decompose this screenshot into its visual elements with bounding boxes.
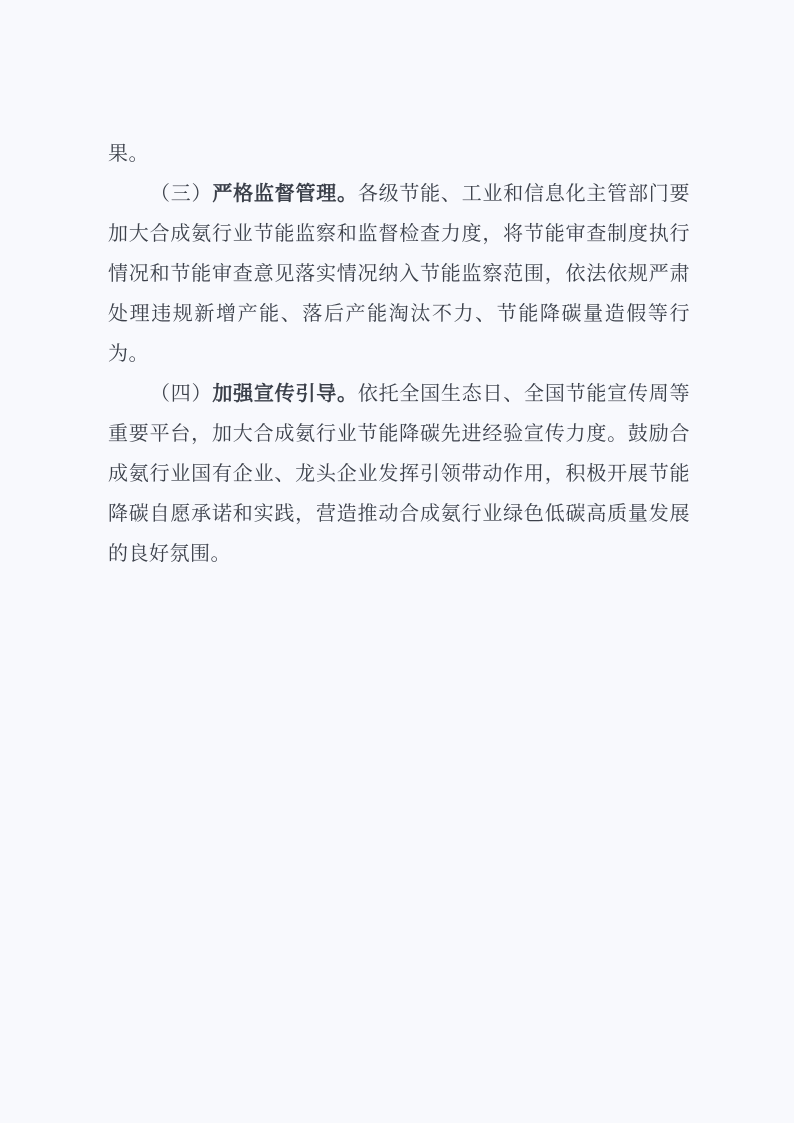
body-text: 依托全国生态日、全国节能宣传周等 bbox=[357, 383, 691, 405]
text-line bbox=[108, 414, 690, 454]
body-text: （三） bbox=[150, 183, 213, 205]
text-line bbox=[108, 294, 690, 334]
body-text: 处理违规新增产能、落后产能淘汰不力、节能降碳量造假等行 bbox=[108, 303, 690, 325]
text-line bbox=[108, 374, 690, 414]
body-text: 情况和节能审查意见落实情况纳入节能监察范围，依法依规严肃 bbox=[108, 263, 690, 285]
text-line bbox=[108, 134, 690, 174]
text-line bbox=[108, 534, 690, 574]
text-line bbox=[108, 494, 690, 534]
body-text: 成氨行业国有企业、龙头企业发挥引领带动作用，积极开展节能 bbox=[108, 463, 690, 485]
body-text: 各级节能、工业和信息化主管部门要 bbox=[357, 183, 691, 205]
document-text bbox=[108, 134, 690, 574]
body-text: 降碳自愿承诺和实践，营造推动合成氨行业绿色低碳高质量发展 bbox=[108, 503, 690, 525]
body-text: 的良好氛围。 bbox=[108, 543, 231, 565]
text-line bbox=[108, 454, 690, 494]
section-heading-text: 加强宣传引导。 bbox=[212, 383, 358, 405]
section-heading-text: 严格监督管理。 bbox=[212, 183, 358, 205]
text-line bbox=[108, 214, 690, 254]
body-text: 重要平台，加大合成氨行业节能降碳先进经验宣传力度。鼓励合 bbox=[108, 423, 690, 445]
body-text: 果。 bbox=[108, 143, 149, 165]
body-text: 为。 bbox=[108, 343, 149, 365]
text-line bbox=[108, 174, 690, 214]
text-line bbox=[108, 254, 690, 294]
text-line bbox=[108, 334, 690, 374]
body-text: （四） bbox=[150, 383, 213, 405]
body-text: 加大合成氨行业节能监察和监督检查力度，将节能审查制度执行 bbox=[108, 223, 690, 245]
